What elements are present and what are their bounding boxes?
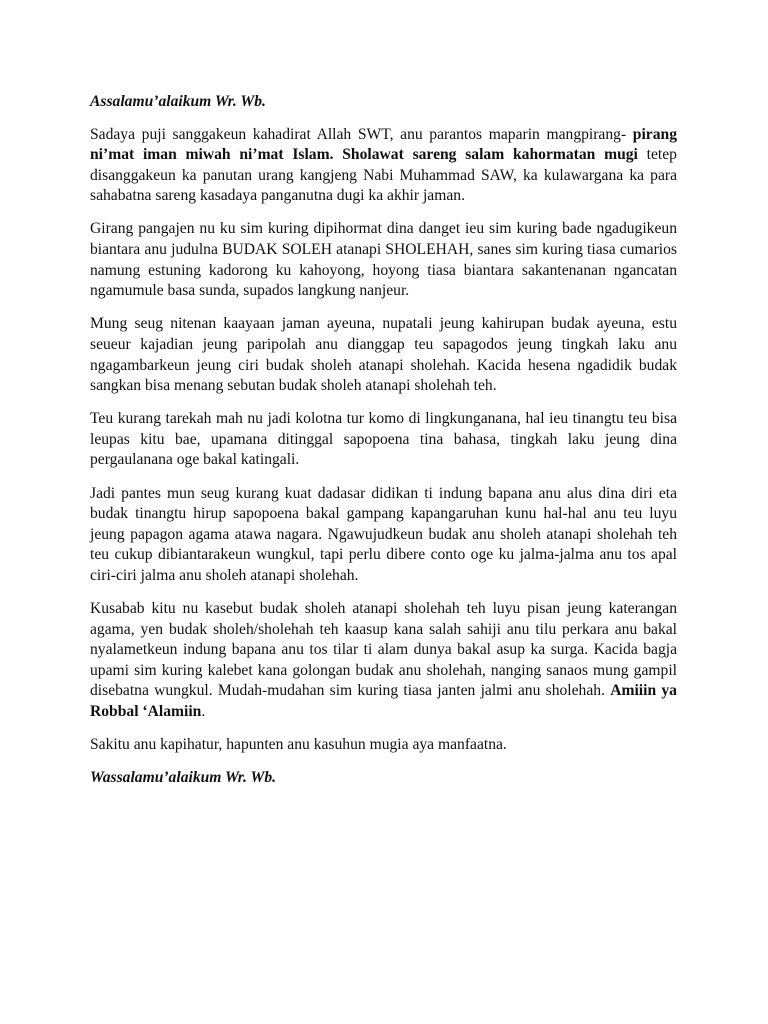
document-page <box>90 92 677 789</box>
paragraph-introduction: Girang pangajen nu ku sim kuring dipihormat dina danget ieu sim kuring bade ngadugikeun biantara anu judulna BUDAK SOLEH atanapi SHOLEHAH, sanes sim kuring tiasa cumarios namung estuning kadorong ku kahoyong, hoyong tiasa biantara sakantenanan ngancatan ngamumule basa sunda, supados langkung nanjeur. <box>90 220 677 300</box>
praise-text-bold: pirang ni’mat iman miwah ni’mat Islam. Sholawat sareng salam kahormatan mugi <box>90 125 677 164</box>
conclusion-period: . <box>201 702 206 720</box>
paragraph-praise <box>90 125 677 207</box>
paragraph-education: Jadi pantes mun seug kurang kuat dadasar didikan ti indung bapana anu alus dina diri eta budak tinangtu hirup sapopoena bakal gampang kapangaruhan kunu hal-hal anu teu luyu jeung papagon agama atawa nagara. Ngawujudkeun budak anu sholeh atanapi sholehah teh teu cukup dibiantarakeun wungkul, tapi perlu dibere conto oge ku jalma-jalma anu tos apal ciri-ciri jalma anu sholeh atanapi sholehah. <box>90 484 677 584</box>
praise-text-start: Sadaya puji sanggakeun kahadirat Allah SWT, anu parantos maparin mangpirang- <box>90 125 627 143</box>
paragraph-conclusion <box>90 599 677 723</box>
paragraph-parents-effort: Teu kurang tarekah mah nu jadi kolotna tur komo di lingkunganana, hal ieu tinangtu teu bisa leupas kitu bae, upamana ditinggal sapopoena tina bahasa, tingkah laku jeung dina pergaulanana oge bakal katingali. <box>90 410 677 469</box>
conclusion-text: Kusabab kitu nu kasebut budak sholeh atanapi sholehah teh luyu pisan jeung katerangan agama, yen budak sholeh/sholehah teh kaasup kana salah sahiji anu tilu perkara anu bakal nyalametkeun indung bapana anu tos tilar ti alam dunya bakal asup ka surga. Kacida bagja upami sim kuring kalebet kana golongan budak anu sholehah, nanging sanaos mung gampil disebatna wungkul. Mudah-mudahan sim kuring tiasa janten jalmi anu sholehah. <box>90 599 677 700</box>
amin-text: Amiiin ya Robbal ‘Alamiin <box>90 682 677 720</box>
paragraph-closing-remarks: Sakitu anu kapihatur, hapunten anu kasuhun mugia aya manfaatna. <box>90 736 507 754</box>
praise-text-end: tetep disanggakeun ka panutan urang kangjeng Nabi Muhammad SAW, ka kulawargana ka para sahabatna sareng kasadaya panganutna dugi ka akhir jaman. <box>90 146 677 205</box>
paragraph-current-conditions: Mung seug nitenan kaayaan jaman ayeuna, nupatali jeung kahirupan budak ayeuna, estu seueur kajadian jeung paripolah anu dianggap teu sapagodos jeung tingkah laku anu ngagambarkeun jeung ciri budak sholeh atanapi sholehah. Kacida hesena ngadidik budak sangkan bisa menang sebutan budak sholeh atanapi sholehah teh. <box>90 315 677 395</box>
closing-greeting: Wassalamu’alaikum Wr. Wb. <box>90 769 277 787</box>
opening-greeting: Assalamu’alaikum Wr. Wb. <box>90 93 266 110</box>
